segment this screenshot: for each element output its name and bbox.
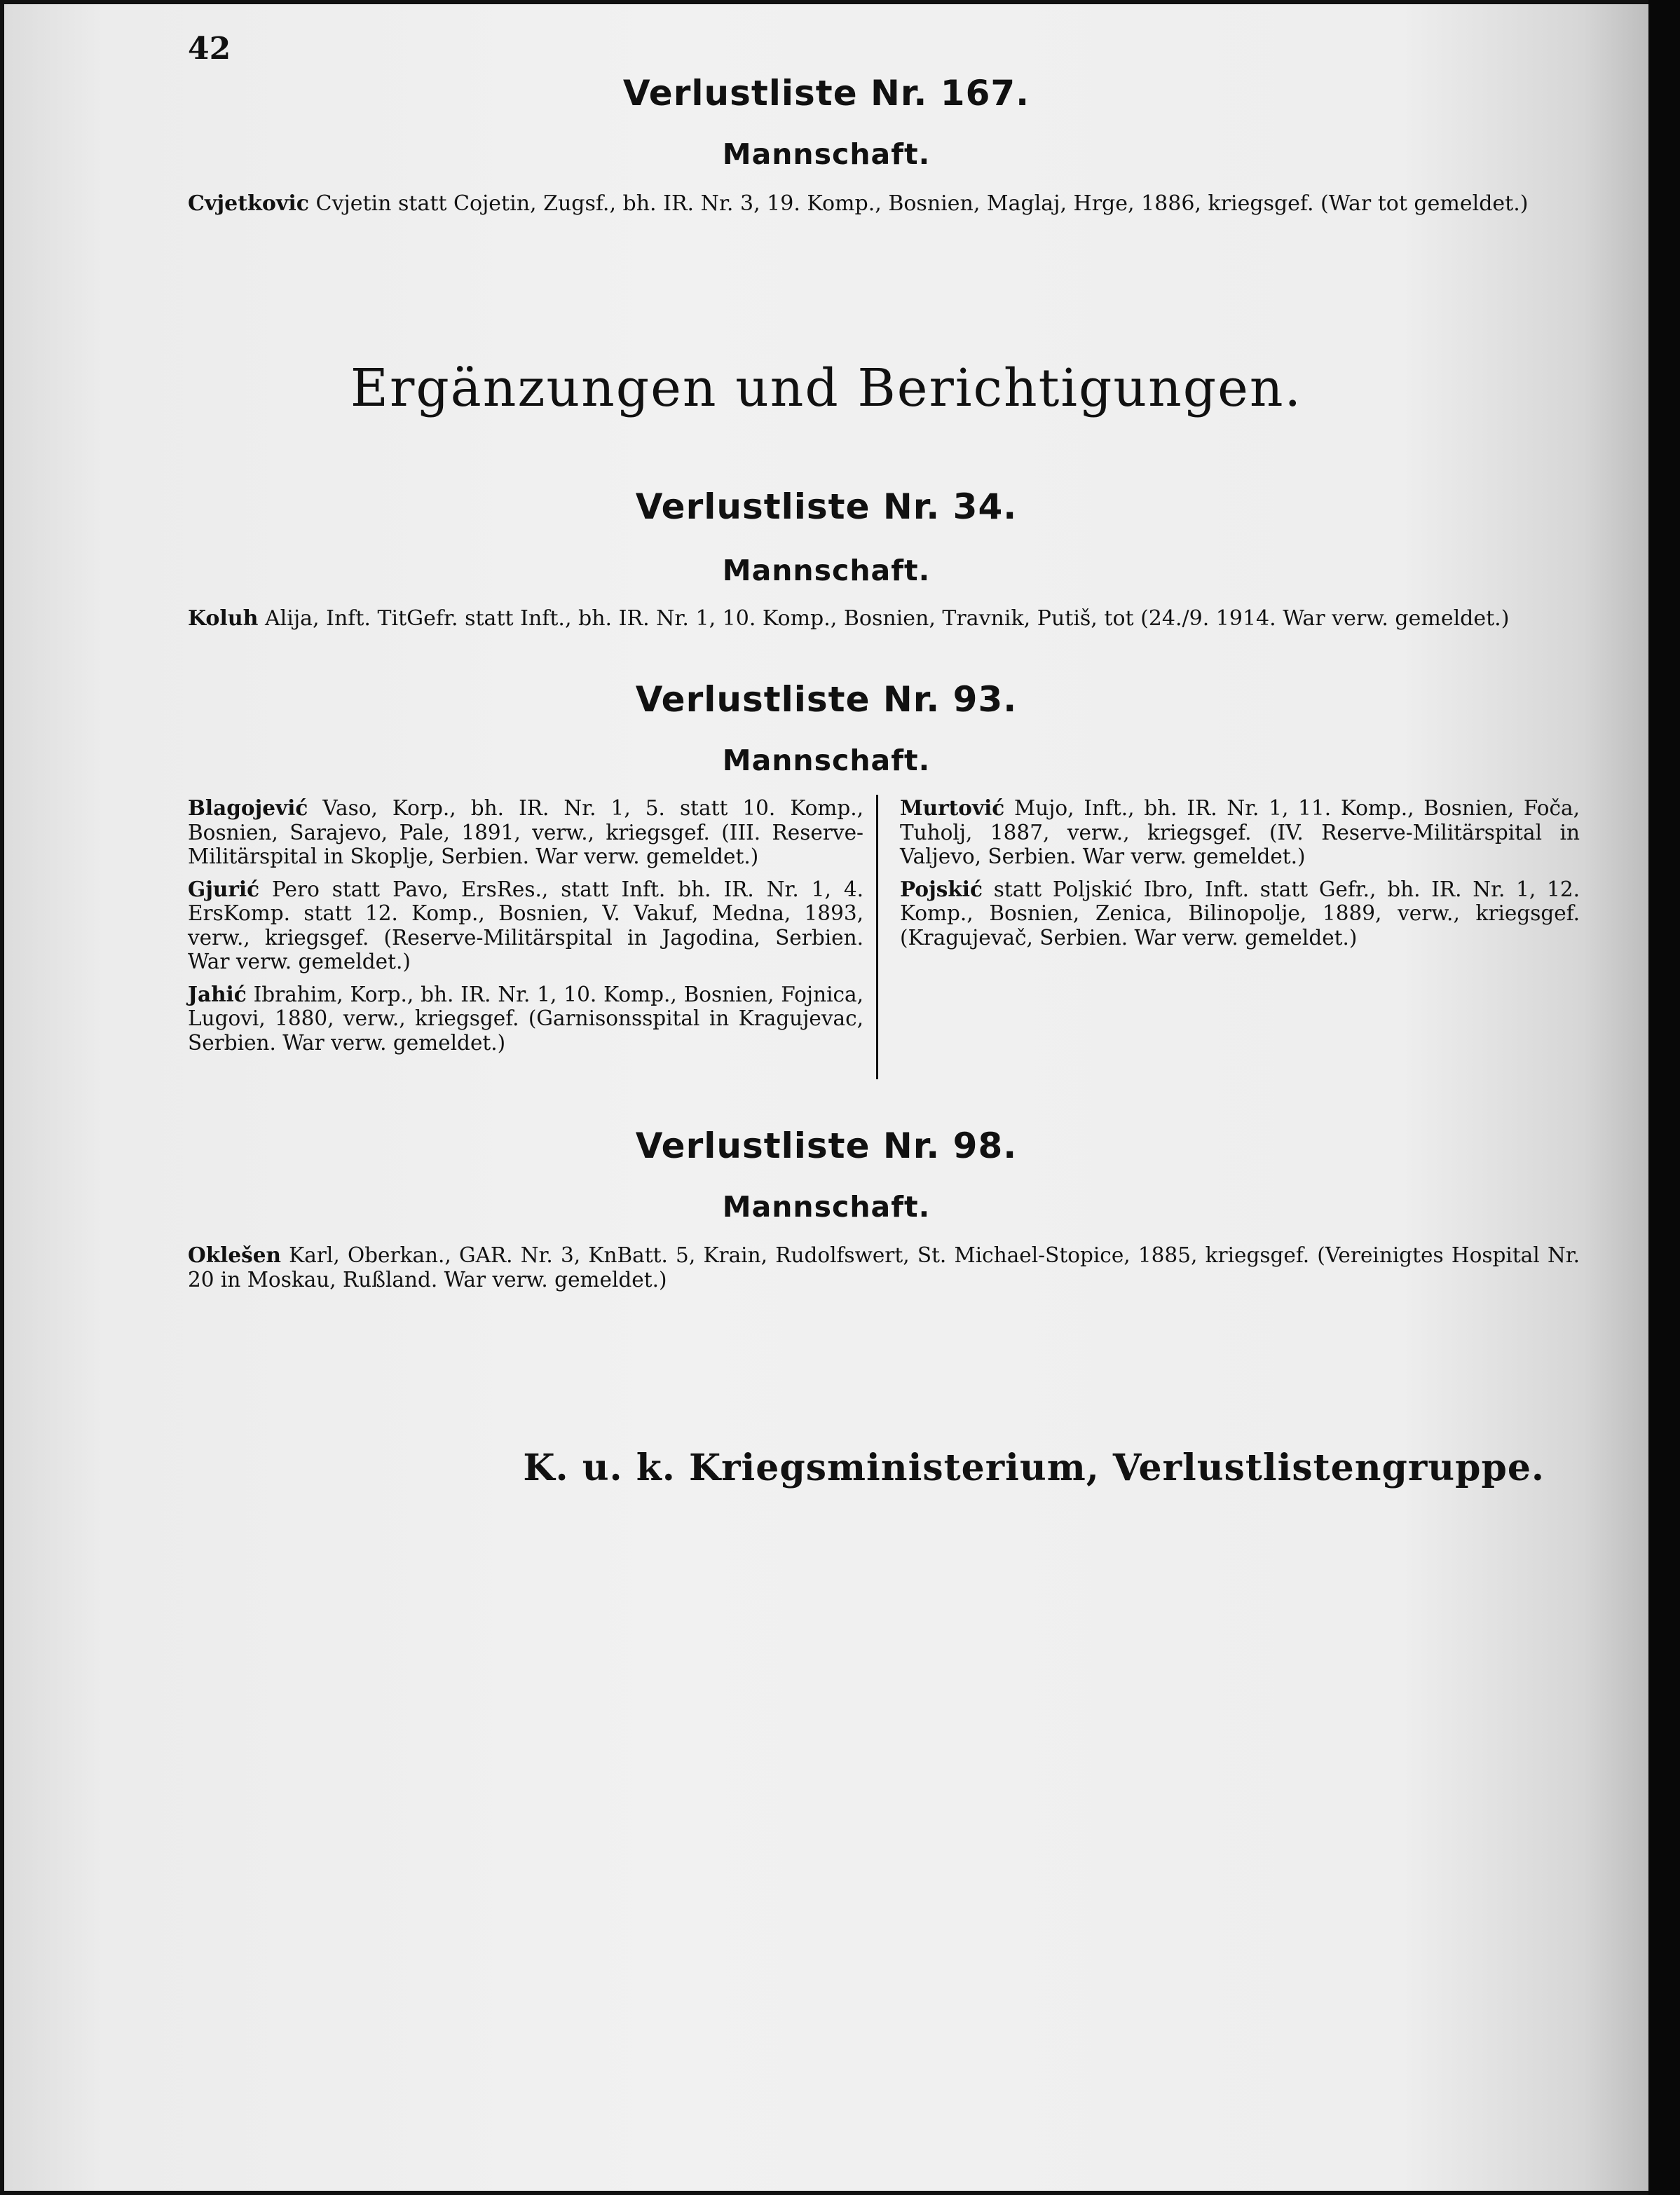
- page-number: 42: [188, 31, 231, 67]
- entry-text: Alija, Inft. TitGefr. statt Inft., bh. IR. Nr. 1, 10. Komp., Bosnien, Travnik, Putiš, tot (24./9. 1914. War verw. gemeldet.): [258, 606, 1510, 631]
- entry-name: Koluh: [188, 606, 259, 631]
- entry-text: Karl, Oberkan., GAR. Nr. 3, KnBatt. 5, Krain, Rudolfswert, St. Michael-Stopice, 1885, kriegsgef. (Vereinigtes Hospital Nr. 20 in Moskau, Rußland. War verw. gemeldet.): [188, 1243, 1580, 1292]
- entry-murtovic: [900, 796, 1580, 869]
- section-98-subtitle: Mannschaft.: [722, 1190, 931, 1224]
- section-98-title: Verlustliste Nr. 98.: [635, 1126, 1018, 1166]
- right-column: [900, 796, 1580, 958]
- entry-koluh: [188, 607, 1509, 631]
- main-heading: Ergänzungen und Berichtigungen.: [350, 358, 1303, 418]
- entry-name: Pojskić: [900, 876, 983, 901]
- column-divider: [876, 795, 878, 1079]
- section-93-title: Verlustliste Nr. 93.: [635, 679, 1018, 720]
- entry-name: Murtović: [900, 795, 1005, 820]
- entry-text: Mujo, Inft., bh. IR. Nr. 1, 11. Komp., Bosnien, Foča, Tuholj, 1887, verw., kriegsgef. (IV. Reserve-Militärspital in Valjevo, Serbien. War verw. gemeldet.): [900, 796, 1580, 868]
- entry-name: Blagojević: [188, 795, 308, 820]
- entry-cvjetkovic: [188, 192, 1528, 216]
- entry-text: Vaso, Korp., bh. IR. Nr. 1, 5. statt 10. Komp., Bosnien, Sarajevo, Pale, 1891, verw., kriegsgef. (III. Reserve-Militärspital in Skoplje, Serbien. War verw. gemeldet.): [188, 796, 863, 868]
- entry-text: Pero statt Pavo, ErsRes., statt Inft. bh. IR. Nr. 1, 4. ErsKomp. statt 12. Komp., Bosnien, V. Vakuf, Medna, 1893, verw., kriegsgef. (Reserve-Militärspital in Jagodina, Serbien. War verw. gemeldet.): [188, 877, 863, 973]
- entry-oklesen: [188, 1243, 1580, 1292]
- entry-name: Oklešen: [188, 1243, 281, 1267]
- entry-text: statt Poljskić Ibro, Inft. statt Gefr., bh. IR. Nr. 1, 12. Komp., Bosnien, Zenica, Bilinopolje, 1889, verw., kriegsgef. (Kragujevač, Serbien. War verw. gemeldet.): [900, 877, 1580, 950]
- signature: K. u. k. Kriegsministerium, Verlustlistengruppe.: [523, 1447, 1545, 1489]
- entry-name: Gjurić: [188, 876, 260, 901]
- section-167-title: Verlustliste Nr. 167.: [622, 73, 1030, 114]
- scan-edge: [1648, 0, 1680, 2195]
- section-167-subtitle: Mannschaft.: [722, 137, 931, 171]
- entry-gjuric: [188, 877, 863, 974]
- entry-jahic: [188, 983, 863, 1055]
- entry-name: Jahić: [188, 981, 247, 1006]
- entry-text: Ibrahim, Korp., bh. IR. Nr. 1, 10. Komp., Bosnien, Fojnica, Lugovi, 1880, verw., kriegsgef. (Garnisonsspital in Kragujevac, Serbien. War verw. gemeldet.): [188, 982, 863, 1055]
- entry-blagojevic: [188, 796, 863, 869]
- entry-name: Cvjetkovic: [188, 191, 309, 216]
- left-column: [188, 796, 863, 1063]
- entry-pojskic: [900, 877, 1580, 950]
- section-93-subtitle: Mannschaft.: [722, 744, 931, 777]
- document-page: [4, 4, 1648, 2191]
- section-34-title: Verlustliste Nr. 34.: [635, 486, 1018, 527]
- section-34-subtitle: Mannschaft.: [722, 554, 931, 587]
- entry-text: Cvjetin statt Cojetin, Zugsf., bh. IR. Nr. 3, 19. Komp., Bosnien, Maglaj, Hrge, 1886, kriegsgef. (War tot gemeldet.): [309, 191, 1529, 216]
